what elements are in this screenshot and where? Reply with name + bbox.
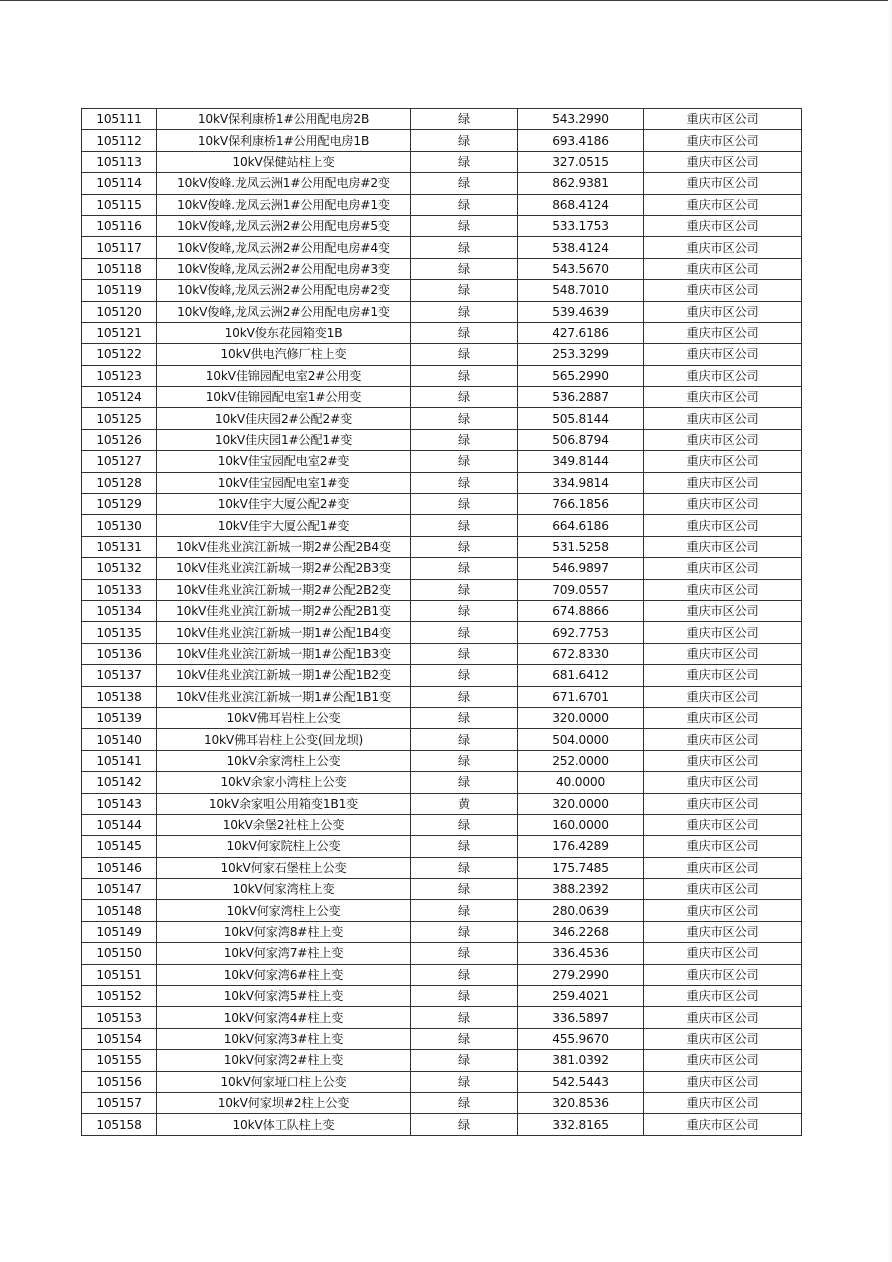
company-cell: 重庆市区公司 bbox=[644, 900, 802, 921]
transformer-name-cell: 10kV何家湾4#柱上变 bbox=[157, 1007, 411, 1028]
value-cell: 546.9897 bbox=[518, 558, 644, 579]
status-cell: 绿 bbox=[411, 494, 518, 515]
transformer-table bbox=[81, 108, 802, 1136]
table-row bbox=[82, 451, 802, 472]
table-row bbox=[82, 151, 802, 172]
table-row bbox=[82, 857, 802, 878]
value-cell: 176.4289 bbox=[518, 836, 644, 857]
transformer-name-cell: 10kV佳庆园2#公配2#变 bbox=[157, 408, 411, 429]
status-cell: 绿 bbox=[411, 772, 518, 793]
status-cell: 绿 bbox=[411, 836, 518, 857]
value-cell: 542.5443 bbox=[518, 1071, 644, 1092]
value-cell: 455.9670 bbox=[518, 1028, 644, 1049]
table-row bbox=[82, 387, 802, 408]
table-row bbox=[82, 900, 802, 921]
transformer-name-cell: 10kV何家湾3#柱上变 bbox=[157, 1028, 411, 1049]
company-cell: 重庆市区公司 bbox=[644, 964, 802, 985]
transformer-name-cell: 10kV何家坝#2柱上公变 bbox=[157, 1092, 411, 1113]
row-id-cell: 105145 bbox=[82, 836, 157, 857]
row-id-cell: 105143 bbox=[82, 793, 157, 814]
value-cell: 427.6186 bbox=[518, 322, 644, 343]
transformer-name-cell: 10kV俊峰.龙凤云洲1#公用配电房#2变 bbox=[157, 173, 411, 194]
row-id-cell: 105127 bbox=[82, 451, 157, 472]
row-id-cell: 105132 bbox=[82, 558, 157, 579]
company-cell: 重庆市区公司 bbox=[644, 600, 802, 621]
status-cell: 绿 bbox=[411, 536, 518, 557]
table-row bbox=[82, 579, 802, 600]
transformer-name-cell: 10kV何家湾柱上公变 bbox=[157, 900, 411, 921]
row-id-cell: 105137 bbox=[82, 665, 157, 686]
transformer-name-cell: 10kV佳锦园配电室2#公用变 bbox=[157, 365, 411, 386]
company-cell: 重庆市区公司 bbox=[644, 173, 802, 194]
table-row bbox=[82, 707, 802, 728]
value-cell: 320.0000 bbox=[518, 793, 644, 814]
status-cell: 绿 bbox=[411, 344, 518, 365]
row-id-cell: 105158 bbox=[82, 1114, 157, 1135]
table-row bbox=[82, 109, 802, 130]
value-cell: 543.2990 bbox=[518, 109, 644, 130]
value-cell: 40.0000 bbox=[518, 772, 644, 793]
company-cell: 重庆市区公司 bbox=[644, 280, 802, 301]
value-cell: 672.8330 bbox=[518, 643, 644, 664]
status-cell: 绿 bbox=[411, 301, 518, 322]
row-id-cell: 105113 bbox=[82, 151, 157, 172]
value-cell: 565.2990 bbox=[518, 365, 644, 386]
row-id-cell: 105142 bbox=[82, 772, 157, 793]
value-cell: 671.6701 bbox=[518, 686, 644, 707]
status-cell: 绿 bbox=[411, 322, 518, 343]
row-id-cell: 105122 bbox=[82, 344, 157, 365]
row-id-cell: 105114 bbox=[82, 173, 157, 194]
status-cell: 黄 bbox=[411, 793, 518, 814]
table-row bbox=[82, 344, 802, 365]
value-cell: 536.2887 bbox=[518, 387, 644, 408]
value-cell: 506.8794 bbox=[518, 429, 644, 450]
row-id-cell: 105134 bbox=[82, 600, 157, 621]
value-cell: 160.0000 bbox=[518, 814, 644, 835]
company-cell: 重庆市区公司 bbox=[644, 707, 802, 728]
row-id-cell: 105157 bbox=[82, 1092, 157, 1113]
status-cell: 绿 bbox=[411, 558, 518, 579]
status-cell: 绿 bbox=[411, 707, 518, 728]
transformer-name-cell: 10kV佳兆业滨江新城一期1#公配1B1变 bbox=[157, 686, 411, 707]
value-cell: 505.8144 bbox=[518, 408, 644, 429]
row-id-cell: 105128 bbox=[82, 472, 157, 493]
status-cell: 绿 bbox=[411, 515, 518, 536]
transformer-name-cell: 10kV佳兆业滨江新城一期2#公配2B4变 bbox=[157, 536, 411, 557]
table-row bbox=[82, 1028, 802, 1049]
company-cell: 重庆市区公司 bbox=[644, 622, 802, 643]
value-cell: 320.8536 bbox=[518, 1092, 644, 1113]
company-cell: 重庆市区公司 bbox=[644, 536, 802, 557]
company-cell: 重庆市区公司 bbox=[644, 365, 802, 386]
transformer-name-cell: 10kV余堡2社柱上公变 bbox=[157, 814, 411, 835]
company-cell: 重庆市区公司 bbox=[644, 814, 802, 835]
status-cell: 绿 bbox=[411, 109, 518, 130]
company-cell: 重庆市区公司 bbox=[644, 665, 802, 686]
company-cell: 重庆市区公司 bbox=[644, 322, 802, 343]
status-cell: 绿 bbox=[411, 429, 518, 450]
status-cell: 绿 bbox=[411, 237, 518, 258]
company-cell: 重庆市区公司 bbox=[644, 750, 802, 771]
table-body bbox=[82, 109, 802, 1136]
transformer-name-cell: 10kV何家湾7#柱上变 bbox=[157, 943, 411, 964]
status-cell: 绿 bbox=[411, 1092, 518, 1113]
status-cell: 绿 bbox=[411, 451, 518, 472]
status-cell: 绿 bbox=[411, 151, 518, 172]
value-cell: 336.4536 bbox=[518, 943, 644, 964]
table-row bbox=[82, 301, 802, 322]
row-id-cell: 105139 bbox=[82, 707, 157, 728]
row-id-cell: 105115 bbox=[82, 194, 157, 215]
status-cell: 绿 bbox=[411, 387, 518, 408]
company-cell: 重庆市区公司 bbox=[644, 451, 802, 472]
table-row bbox=[82, 986, 802, 1007]
value-cell: 346.2268 bbox=[518, 921, 644, 942]
status-cell: 绿 bbox=[411, 622, 518, 643]
value-cell: 674.8866 bbox=[518, 600, 644, 621]
row-id-cell: 105136 bbox=[82, 643, 157, 664]
company-cell: 重庆市区公司 bbox=[644, 408, 802, 429]
value-cell: 862.9381 bbox=[518, 173, 644, 194]
table-row bbox=[82, 772, 802, 793]
status-cell: 绿 bbox=[411, 857, 518, 878]
transformer-name-cell: 10kV俊峰,龙凤云洲2#公用配电房#5变 bbox=[157, 215, 411, 236]
transformer-name-cell: 10kV俊峰,龙凤云洲2#公用配电房#1变 bbox=[157, 301, 411, 322]
table-row bbox=[82, 964, 802, 985]
value-cell: 327.0515 bbox=[518, 151, 644, 172]
row-id-cell: 105140 bbox=[82, 729, 157, 750]
row-id-cell: 105138 bbox=[82, 686, 157, 707]
status-cell: 绿 bbox=[411, 879, 518, 900]
transformer-name-cell: 10kV俊峰,龙凤云洲2#公用配电房#2变 bbox=[157, 280, 411, 301]
value-cell: 693.4186 bbox=[518, 130, 644, 151]
status-cell: 绿 bbox=[411, 600, 518, 621]
table-row bbox=[82, 408, 802, 429]
company-cell: 重庆市区公司 bbox=[644, 943, 802, 964]
transformer-name-cell: 10kV俊峰,龙凤云洲2#公用配电房#3变 bbox=[157, 258, 411, 279]
transformer-name-cell: 10kV佳兆业滨江新城一期1#公配1B2变 bbox=[157, 665, 411, 686]
value-cell: 388.2392 bbox=[518, 879, 644, 900]
company-cell: 重庆市区公司 bbox=[644, 836, 802, 857]
company-cell: 重庆市区公司 bbox=[644, 686, 802, 707]
company-cell: 重庆市区公司 bbox=[644, 109, 802, 130]
status-cell: 绿 bbox=[411, 1028, 518, 1049]
company-cell: 重庆市区公司 bbox=[644, 194, 802, 215]
status-cell: 绿 bbox=[411, 365, 518, 386]
row-id-cell: 105146 bbox=[82, 857, 157, 878]
transformer-name-cell: 10kV佳兆业滨江新城一期2#公配2B2变 bbox=[157, 579, 411, 600]
table-row bbox=[82, 173, 802, 194]
page-right-shadow bbox=[888, 0, 892, 1262]
table-row bbox=[82, 729, 802, 750]
transformer-name-cell: 10kV俊峰.龙凤云洲1#公用配电房#1变 bbox=[157, 194, 411, 215]
status-cell: 绿 bbox=[411, 258, 518, 279]
company-cell: 重庆市区公司 bbox=[644, 237, 802, 258]
value-cell: 259.4021 bbox=[518, 986, 644, 1007]
transformer-name-cell: 10kV供电汽修厂柱上变 bbox=[157, 344, 411, 365]
transformer-name-cell: 10kV俊东花园箱变1B bbox=[157, 322, 411, 343]
transformer-name-cell: 10kV佳庆园1#公配1#变 bbox=[157, 429, 411, 450]
value-cell: 548.7010 bbox=[518, 280, 644, 301]
company-cell: 重庆市区公司 bbox=[644, 579, 802, 600]
table-row bbox=[82, 237, 802, 258]
status-cell: 绿 bbox=[411, 943, 518, 964]
table-row bbox=[82, 1050, 802, 1071]
transformer-name-cell: 10kV俊峰,龙凤云洲2#公用配电房#4变 bbox=[157, 237, 411, 258]
table-row bbox=[82, 258, 802, 279]
company-cell: 重庆市区公司 bbox=[644, 515, 802, 536]
company-cell: 重庆市区公司 bbox=[644, 494, 802, 515]
row-id-cell: 105135 bbox=[82, 622, 157, 643]
table-row bbox=[82, 494, 802, 515]
table-row bbox=[82, 750, 802, 771]
transformer-name-cell: 10kV佳宇大厦公配2#变 bbox=[157, 494, 411, 515]
status-cell: 绿 bbox=[411, 408, 518, 429]
transformer-name-cell: 10kV何家湾8#柱上变 bbox=[157, 921, 411, 942]
transformer-name-cell: 10kV余家小湾柱上公变 bbox=[157, 772, 411, 793]
status-cell: 绿 bbox=[411, 130, 518, 151]
company-cell: 重庆市区公司 bbox=[644, 1007, 802, 1028]
value-cell: 252.0000 bbox=[518, 750, 644, 771]
status-cell: 绿 bbox=[411, 643, 518, 664]
transformer-name-cell: 10kV余家湾柱上公变 bbox=[157, 750, 411, 771]
row-id-cell: 105129 bbox=[82, 494, 157, 515]
status-cell: 绿 bbox=[411, 665, 518, 686]
row-id-cell: 105118 bbox=[82, 258, 157, 279]
table-row bbox=[82, 472, 802, 493]
value-cell: 766.1856 bbox=[518, 494, 644, 515]
status-cell: 绿 bbox=[411, 1114, 518, 1135]
transformer-name-cell: 10kV何家湾柱上变 bbox=[157, 879, 411, 900]
company-cell: 重庆市区公司 bbox=[644, 344, 802, 365]
value-cell: 539.4639 bbox=[518, 301, 644, 322]
row-id-cell: 105144 bbox=[82, 814, 157, 835]
status-cell: 绿 bbox=[411, 900, 518, 921]
row-id-cell: 105147 bbox=[82, 879, 157, 900]
status-cell: 绿 bbox=[411, 1071, 518, 1092]
value-cell: 868.4124 bbox=[518, 194, 644, 215]
table-row bbox=[82, 1092, 802, 1113]
transformer-name-cell: 10kV何家石堡柱上公变 bbox=[157, 857, 411, 878]
status-cell: 绿 bbox=[411, 280, 518, 301]
transformer-name-cell: 10kV何家湾6#柱上变 bbox=[157, 964, 411, 985]
value-cell: 543.5670 bbox=[518, 258, 644, 279]
table-row bbox=[82, 322, 802, 343]
transformer-name-cell: 10kV保利康桥1#公用配电房2B bbox=[157, 109, 411, 130]
company-cell: 重庆市区公司 bbox=[644, 1114, 802, 1135]
transformer-name-cell: 10kV体工队柱上变 bbox=[157, 1114, 411, 1135]
row-id-cell: 105117 bbox=[82, 237, 157, 258]
table-row bbox=[82, 558, 802, 579]
company-cell: 重庆市区公司 bbox=[644, 130, 802, 151]
table-row bbox=[82, 515, 802, 536]
status-cell: 绿 bbox=[411, 472, 518, 493]
table-row bbox=[82, 814, 802, 835]
table-row bbox=[82, 643, 802, 664]
row-id-cell: 105152 bbox=[82, 986, 157, 1007]
row-id-cell: 105126 bbox=[82, 429, 157, 450]
row-id-cell: 105116 bbox=[82, 215, 157, 236]
status-cell: 绿 bbox=[411, 921, 518, 942]
value-cell: 332.8165 bbox=[518, 1114, 644, 1135]
row-id-cell: 105149 bbox=[82, 921, 157, 942]
transformer-name-cell: 10kV何家院柱上公变 bbox=[157, 836, 411, 857]
table-row bbox=[82, 921, 802, 942]
company-cell: 重庆市区公司 bbox=[644, 857, 802, 878]
value-cell: 681.6412 bbox=[518, 665, 644, 686]
table-row bbox=[82, 280, 802, 301]
transformer-name-cell: 10kV佳兆业滨江新城一期2#公配2B1变 bbox=[157, 600, 411, 621]
company-cell: 重庆市区公司 bbox=[644, 387, 802, 408]
row-id-cell: 105150 bbox=[82, 943, 157, 964]
row-id-cell: 105153 bbox=[82, 1007, 157, 1028]
row-id-cell: 105125 bbox=[82, 408, 157, 429]
transformer-name-cell: 10kV保利康桥1#公用配电房1B bbox=[157, 130, 411, 151]
transformer-name-cell: 10kV何家垭口柱上公变 bbox=[157, 1071, 411, 1092]
row-id-cell: 105119 bbox=[82, 280, 157, 301]
table-row bbox=[82, 215, 802, 236]
company-cell: 重庆市区公司 bbox=[644, 558, 802, 579]
value-cell: 538.4124 bbox=[518, 237, 644, 258]
value-cell: 709.0557 bbox=[518, 579, 644, 600]
table-row bbox=[82, 600, 802, 621]
transformer-name-cell: 10kV保健站柱上变 bbox=[157, 151, 411, 172]
table-row bbox=[82, 429, 802, 450]
company-cell: 重庆市区公司 bbox=[644, 1071, 802, 1092]
status-cell: 绿 bbox=[411, 194, 518, 215]
value-cell: 504.0000 bbox=[518, 729, 644, 750]
value-cell: 253.3299 bbox=[518, 344, 644, 365]
table-row bbox=[82, 622, 802, 643]
status-cell: 绿 bbox=[411, 686, 518, 707]
table-row bbox=[82, 365, 802, 386]
value-cell: 175.7485 bbox=[518, 857, 644, 878]
transformer-name-cell: 10kV佳兆业滨江新城一期1#公配1B3变 bbox=[157, 643, 411, 664]
status-cell: 绿 bbox=[411, 1050, 518, 1071]
transformer-name-cell: 10kV佳宇大厦公配1#变 bbox=[157, 515, 411, 536]
transformer-name-cell: 10kV佛耳岩柱上公变 bbox=[157, 707, 411, 728]
status-cell: 绿 bbox=[411, 579, 518, 600]
value-cell: 336.5897 bbox=[518, 1007, 644, 1028]
transformer-name-cell: 10kV佳锦园配电室1#公用变 bbox=[157, 387, 411, 408]
transformer-name-cell: 10kV佳兆业滨江新城一期2#公配2B3变 bbox=[157, 558, 411, 579]
row-id-cell: 105133 bbox=[82, 579, 157, 600]
company-cell: 重庆市区公司 bbox=[644, 301, 802, 322]
company-cell: 重庆市区公司 bbox=[644, 879, 802, 900]
value-cell: 533.1753 bbox=[518, 215, 644, 236]
transformer-name-cell: 10kV佳兆业滨江新城一期1#公配1B4变 bbox=[157, 622, 411, 643]
row-id-cell: 105141 bbox=[82, 750, 157, 771]
transformer-name-cell: 10kV佳宝园配电室1#变 bbox=[157, 472, 411, 493]
row-id-cell: 105154 bbox=[82, 1028, 157, 1049]
company-cell: 重庆市区公司 bbox=[644, 729, 802, 750]
row-id-cell: 105120 bbox=[82, 301, 157, 322]
value-cell: 664.6186 bbox=[518, 515, 644, 536]
page-top-edge bbox=[0, 0, 892, 1]
value-cell: 279.2990 bbox=[518, 964, 644, 985]
row-id-cell: 105131 bbox=[82, 536, 157, 557]
table-row bbox=[82, 1114, 802, 1135]
company-cell: 重庆市区公司 bbox=[644, 643, 802, 664]
table-row bbox=[82, 793, 802, 814]
table-row bbox=[82, 943, 802, 964]
row-id-cell: 105123 bbox=[82, 365, 157, 386]
row-id-cell: 105121 bbox=[82, 322, 157, 343]
company-cell: 重庆市区公司 bbox=[644, 772, 802, 793]
value-cell: 280.0639 bbox=[518, 900, 644, 921]
status-cell: 绿 bbox=[411, 814, 518, 835]
company-cell: 重庆市区公司 bbox=[644, 793, 802, 814]
company-cell: 重庆市区公司 bbox=[644, 1050, 802, 1071]
row-id-cell: 105130 bbox=[82, 515, 157, 536]
value-cell: 692.7753 bbox=[518, 622, 644, 643]
company-cell: 重庆市区公司 bbox=[644, 1092, 802, 1113]
table-row bbox=[82, 686, 802, 707]
company-cell: 重庆市区公司 bbox=[644, 472, 802, 493]
row-id-cell: 105124 bbox=[82, 387, 157, 408]
status-cell: 绿 bbox=[411, 215, 518, 236]
table-row bbox=[82, 836, 802, 857]
transformer-name-cell: 10kV余家咀公用箱变1B1变 bbox=[157, 793, 411, 814]
value-cell: 334.9814 bbox=[518, 472, 644, 493]
row-id-cell: 105151 bbox=[82, 964, 157, 985]
company-cell: 重庆市区公司 bbox=[644, 258, 802, 279]
status-cell: 绿 bbox=[411, 1007, 518, 1028]
row-id-cell: 105155 bbox=[82, 1050, 157, 1071]
row-id-cell: 105148 bbox=[82, 900, 157, 921]
table-row bbox=[82, 879, 802, 900]
row-id-cell: 105112 bbox=[82, 130, 157, 151]
table-row bbox=[82, 1071, 802, 1092]
status-cell: 绿 bbox=[411, 173, 518, 194]
value-cell: 349.8144 bbox=[518, 451, 644, 472]
company-cell: 重庆市区公司 bbox=[644, 1028, 802, 1049]
transformer-name-cell: 10kV佳宝园配电室2#变 bbox=[157, 451, 411, 472]
status-cell: 绿 bbox=[411, 750, 518, 771]
company-cell: 重庆市区公司 bbox=[644, 429, 802, 450]
table-row bbox=[82, 665, 802, 686]
table-row bbox=[82, 536, 802, 557]
company-cell: 重庆市区公司 bbox=[644, 215, 802, 236]
company-cell: 重庆市区公司 bbox=[644, 921, 802, 942]
transformer-name-cell: 10kV何家湾2#柱上变 bbox=[157, 1050, 411, 1071]
transformer-name-cell: 10kV佛耳岩柱上公变(回龙坝) bbox=[157, 729, 411, 750]
table-row bbox=[82, 194, 802, 215]
row-id-cell: 105111 bbox=[82, 109, 157, 130]
value-cell: 320.0000 bbox=[518, 707, 644, 728]
company-cell: 重庆市区公司 bbox=[644, 151, 802, 172]
value-cell: 531.5258 bbox=[518, 536, 644, 557]
status-cell: 绿 bbox=[411, 986, 518, 1007]
transformer-name-cell: 10kV何家湾5#柱上变 bbox=[157, 986, 411, 1007]
row-id-cell: 105156 bbox=[82, 1071, 157, 1092]
table-row bbox=[82, 130, 802, 151]
status-cell: 绿 bbox=[411, 964, 518, 985]
company-cell: 重庆市区公司 bbox=[644, 986, 802, 1007]
status-cell: 绿 bbox=[411, 729, 518, 750]
value-cell: 381.0392 bbox=[518, 1050, 644, 1071]
table-row bbox=[82, 1007, 802, 1028]
